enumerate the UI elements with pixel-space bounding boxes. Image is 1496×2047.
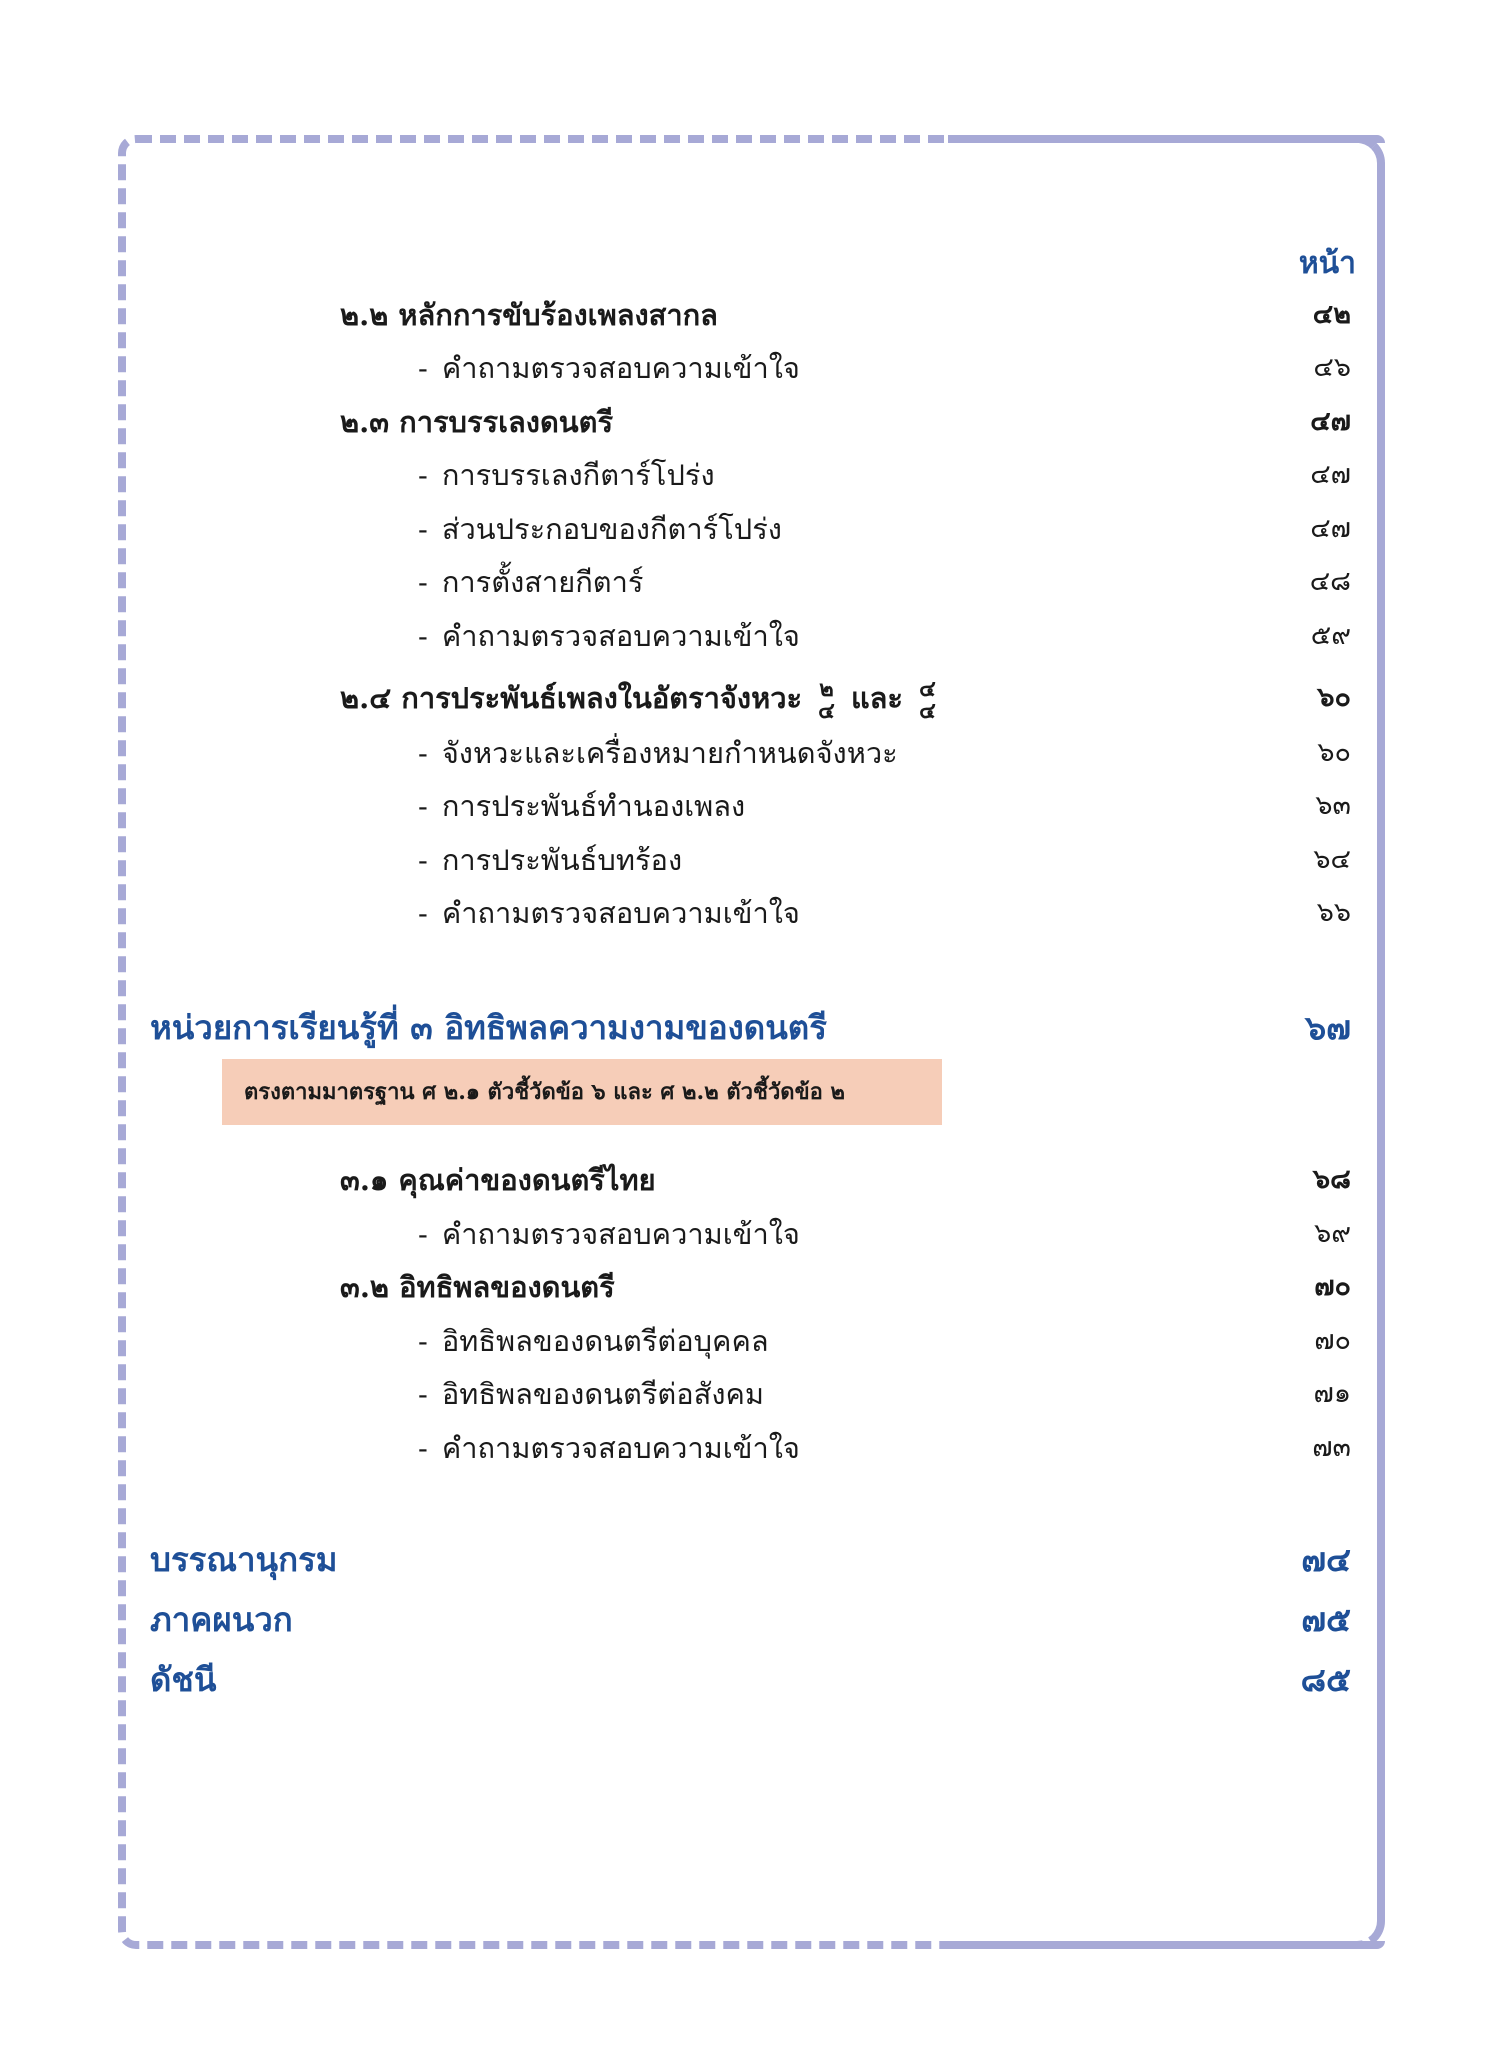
toc-entry-label: บรรณานุกรม [150,1540,338,1579]
toc-entry-label: การประพันธ์บทร้อง [441,843,683,877]
toc-entry-label: ส่วนประกอบของกีตาร์โปร่ง [441,512,782,546]
toc-entry-page: ๖๖ [1316,897,1351,928]
toc-entry-page: ๖๐ [1317,682,1351,713]
time-signature-2-4 [818,678,835,722]
toc-entry[interactable] [0,728,1496,778]
toc-entry[interactable] [0,1262,1496,1312]
toc-entry-label: จังหวะและเครื่องหมายกำหนดจังหวะ [441,736,898,770]
bullet-dash: - [418,619,428,653]
bullet-dash: - [418,736,428,770]
toc-entry-label: ๓.๑ คุณค่าของดนตรีไทย [340,1163,656,1197]
toc-appendix[interactable] [0,1595,1496,1645]
time-signature-bottom: ๔ [919,698,936,724]
unit-3-page: ๖๗ [1305,1008,1351,1047]
toc-entry-page: ๕๙ [1310,620,1351,651]
toc-entry[interactable] [0,668,1496,728]
toc-entry-page: ๔๘ [1309,566,1351,597]
time-signature-bottom: ๔ [818,698,835,724]
bullet-dash: - [418,1431,428,1465]
unit-3-heading[interactable] [0,1000,1496,1056]
toc-entry[interactable] [0,557,1496,607]
toc-entry-page: ๗๑ [1313,1378,1351,1409]
toc-entry-page: ๖๙ [1314,1218,1351,1249]
toc-entry-label: คำถามตรวจสอบความเข้าใจ [441,1217,800,1251]
bullet-dash: - [418,512,428,546]
bullet-dash: - [418,896,428,930]
toc-entry[interactable] [0,1423,1496,1473]
standard-box: ตรงตามมาตรฐาน ศ ๒.๑ ตัวชี้วัดข้อ ๖ และ ศ ๒.๒ ตัวชี้วัดข้อ ๒ [222,1059,942,1125]
page-column-header: หน้า [1298,246,1356,281]
toc-entry-label: การประพันธ์ทำนองเพลง [441,789,746,823]
toc-entry-page: ๔๗ [1310,459,1351,490]
toc-entry[interactable] [0,781,1496,831]
toc-entry-label: ๒.๒ หลักการขับร้องเพลงสากล [340,298,718,332]
toc-entry[interactable] [0,611,1496,661]
toc-entry-label: ภาคผนวก [150,1600,293,1639]
bullet-dash: - [418,843,428,877]
toc-entry-page: ๔๒ [1312,299,1351,330]
toc-entry-page: ๖๔ [1313,844,1351,875]
bullet-dash: - [418,1217,428,1251]
bullet-dash: - [418,565,428,599]
toc-entry-label: อิทธิพลของดนตรีต่อสังคม [441,1377,765,1411]
toc-entry-label: อิทธิพลของดนตรีต่อบุคคล [441,1324,769,1358]
bullet-dash: - [418,1377,428,1411]
toc-entry-page: ๔๗ [1310,406,1351,437]
toc-entry[interactable] [0,888,1496,938]
toc-entry-page: ๗๕ [1301,1600,1351,1639]
and-word: และ [850,681,903,715]
toc-entry-label: ๒.๓ การบรรเลงดนตรี [340,405,614,439]
toc-entry-page: ๖๓ [1315,790,1351,821]
toc-entry-label: การบรรเลงกีตาร์โปร่ง [441,458,715,492]
toc-entry[interactable] [0,290,1496,340]
toc-entry-label: ดัชนี [150,1660,217,1699]
toc-entry[interactable] [0,343,1496,393]
toc-entry[interactable] [0,1209,1496,1259]
toc-entry-label: คำถามตรวจสอบความเข้าใจ [441,351,800,385]
toc-entry[interactable] [0,1369,1496,1419]
toc-entry-label: ๒.๔ การประพันธ์เพลงในอัตราจังหวะ [340,681,803,715]
time-signature-top: ๒ [819,676,834,702]
toc-entry[interactable] [0,1155,1496,1205]
toc-entry-page: ๗๔ [1301,1540,1351,1579]
toc-entry-page: ๖๐ [1317,737,1351,768]
frame-solid-top [948,135,1385,143]
unit-3-title: หน่วยการเรียนรู้ที่ ๓ อิทธิพลความงามของดนตรี [150,1008,827,1047]
time-signature-top: ๔ [919,676,936,702]
toc-entry[interactable] [0,504,1496,554]
toc-entry-label: คำถามตรวจสอบความเข้าใจ [441,1431,800,1465]
toc-entry-page: ๘๕ [1300,1660,1351,1699]
toc-entry-page: ๔๖ [1313,352,1351,383]
toc-entry[interactable] [0,397,1496,447]
bullet-dash: - [418,351,428,385]
toc-entry-label: คำถามตรวจสอบความเข้าใจ [441,896,800,930]
toc-entry-label: คำถามตรวจสอบความเข้าใจ [441,619,800,653]
toc-entry[interactable] [0,450,1496,500]
toc-entry-page: ๗๐ [1314,1271,1351,1302]
bullet-dash: - [418,458,428,492]
toc-bibliography[interactable] [0,1535,1496,1585]
frame-solid-bottom [948,1941,1385,1949]
time-signature-4-4 [919,678,936,722]
toc-entry[interactable] [0,1316,1496,1366]
bullet-dash: - [418,1324,428,1358]
toc-entry-page: ๗๐ [1314,1325,1351,1356]
toc-entry-label: ๓.๒ อิทธิพลของดนตรี [340,1270,615,1304]
bullet-dash: - [418,789,428,823]
toc-entry-page: ๗๓ [1312,1432,1351,1463]
toc-index[interactable] [0,1655,1496,1705]
toc-entry-label: การตั้งสายกีตาร์ [441,565,644,599]
toc-entry-page: ๔๗ [1310,513,1351,544]
toc-entry-page: ๖๘ [1313,1164,1351,1195]
toc-entry[interactable] [0,835,1496,885]
